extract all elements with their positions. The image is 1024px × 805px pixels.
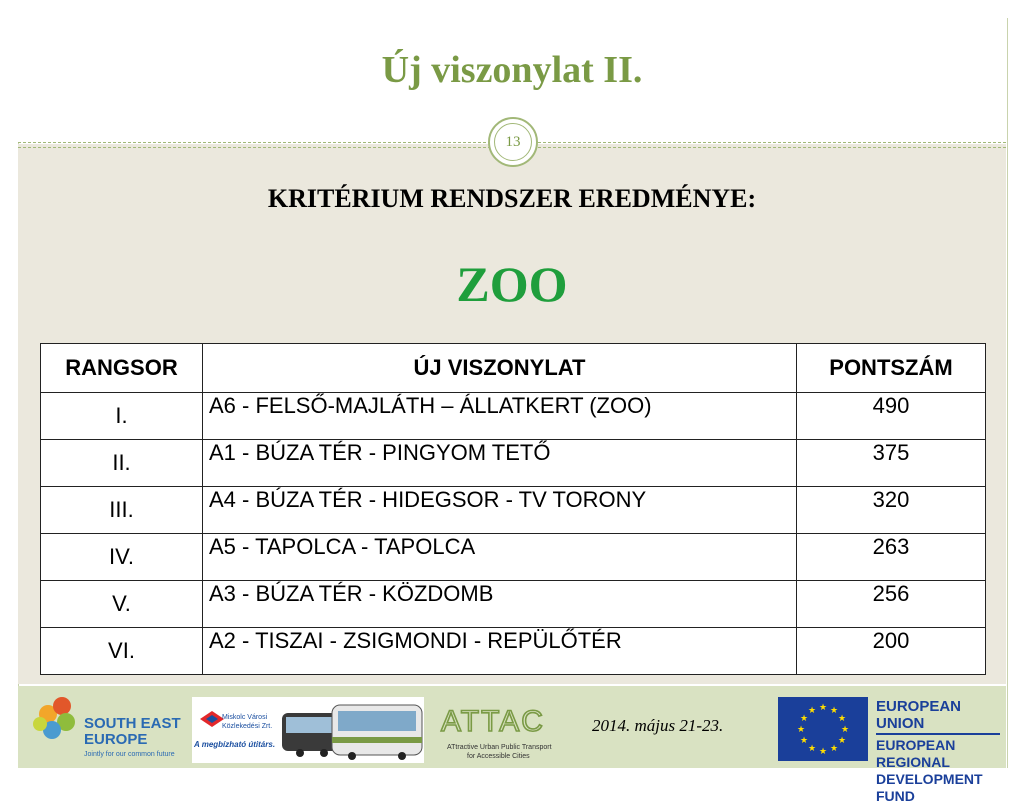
score-cell: 263	[797, 534, 986, 581]
rank-cell: VI.	[41, 628, 203, 675]
table-row	[41, 581, 986, 628]
attac-logo	[437, 697, 577, 763]
see-logo-line2: EUROPE	[84, 731, 148, 748]
table-row	[41, 628, 986, 675]
svg-text:★: ★	[796, 725, 806, 735]
svg-text:★: ★	[799, 714, 809, 724]
page-number: 13	[494, 123, 532, 161]
score-cell: 375	[797, 440, 986, 487]
eu-line3: DEVELOPMENT FUND	[876, 771, 983, 804]
attac-logo-line2: for Accessible Cities	[467, 753, 530, 760]
rank-cell: II.	[41, 440, 203, 487]
rank-cell: III.	[41, 487, 203, 534]
eu-separator	[876, 733, 1000, 735]
attac-logo-icon	[437, 697, 577, 763]
score-cell: 200	[797, 628, 986, 675]
rank-cell: V.	[41, 581, 203, 628]
column-header-rank: RANGSOR	[41, 344, 203, 393]
svg-text:★: ★	[837, 714, 847, 724]
route-cell: A3 - BÚZA TÉR - KÖZDOMB	[203, 581, 797, 628]
svg-text:★: ★	[799, 736, 809, 746]
svg-text:★: ★	[837, 736, 847, 746]
svg-text:★: ★	[840, 725, 850, 735]
see-logo-tagline: Jointly for our common future	[84, 751, 175, 758]
mvk-logo	[192, 697, 424, 763]
svg-text:★: ★	[829, 706, 839, 716]
slide-title: Új viszonylat II.	[381, 49, 643, 91]
svg-text:★: ★	[818, 703, 828, 713]
rank-cell: IV.	[41, 534, 203, 581]
mvk-tram-icon	[192, 697, 424, 763]
rank-cell: I.	[41, 393, 203, 440]
svg-text:★: ★	[818, 747, 828, 757]
eu-line2: EUROPEAN REGIONAL	[876, 737, 956, 770]
mvk-logo-line2: Közlekedési Zrt.	[222, 723, 273, 730]
table-row	[41, 534, 986, 581]
svg-text:★: ★	[829, 744, 839, 754]
table-row	[41, 440, 986, 487]
eu-fund-text	[876, 698, 1006, 805]
eu-line1: EUROPEAN UNION	[876, 698, 962, 732]
mvk-logo-line1: Miskolc Városi	[222, 714, 268, 721]
mvk-logo-tagline: A megbízható útitárs.	[194, 740, 276, 749]
results-table	[40, 343, 986, 675]
column-header-score: PONTSZÁM	[797, 344, 986, 393]
event-date: 2014. május 21-23.	[592, 716, 724, 735]
table-row	[41, 393, 986, 440]
column-header-route: ÚJ VISZONYLAT	[203, 344, 797, 393]
table-header-row	[41, 344, 986, 393]
route-cell: A4 - BÚZA TÉR - HIDEGSOR - TV TORONY	[203, 487, 797, 534]
score-cell: 256	[797, 581, 986, 628]
attac-logo-name: ATTAC	[441, 705, 545, 738]
attac-logo-line1: ATtractive Urban Public Transport	[447, 744, 552, 751]
page-number-badge	[488, 117, 538, 167]
route-cell: A2 - TISZAI - ZSIGMONDI - REPÜLŐTÉR	[203, 628, 797, 675]
svg-text:★: ★	[807, 744, 817, 754]
highlight-text: ZOO	[456, 256, 568, 312]
score-cell: 320	[797, 487, 986, 534]
route-cell: A5 - TAPOLCA - TAPOLCA	[203, 534, 797, 581]
slide-subtitle: KRITÉRIUM RENDSZER EREDMÉNYE:	[267, 184, 757, 213]
route-cell: A1 - BÚZA TÉR - PINGYOM TETŐ	[203, 440, 797, 487]
south-east-europe-logo	[28, 692, 188, 762]
svg-text:★: ★	[807, 706, 817, 716]
route-cell: A6 - FELSŐ-MAJLÁTH – ÁLLATKERT (ZOO)	[203, 393, 797, 440]
see-logo-line1: SOUTH EAST	[84, 715, 181, 732]
south-east-europe-emblem-icon	[28, 692, 188, 762]
score-cell: 490	[797, 393, 986, 440]
eu-flag-icon	[778, 697, 868, 761]
table-row	[41, 487, 986, 534]
